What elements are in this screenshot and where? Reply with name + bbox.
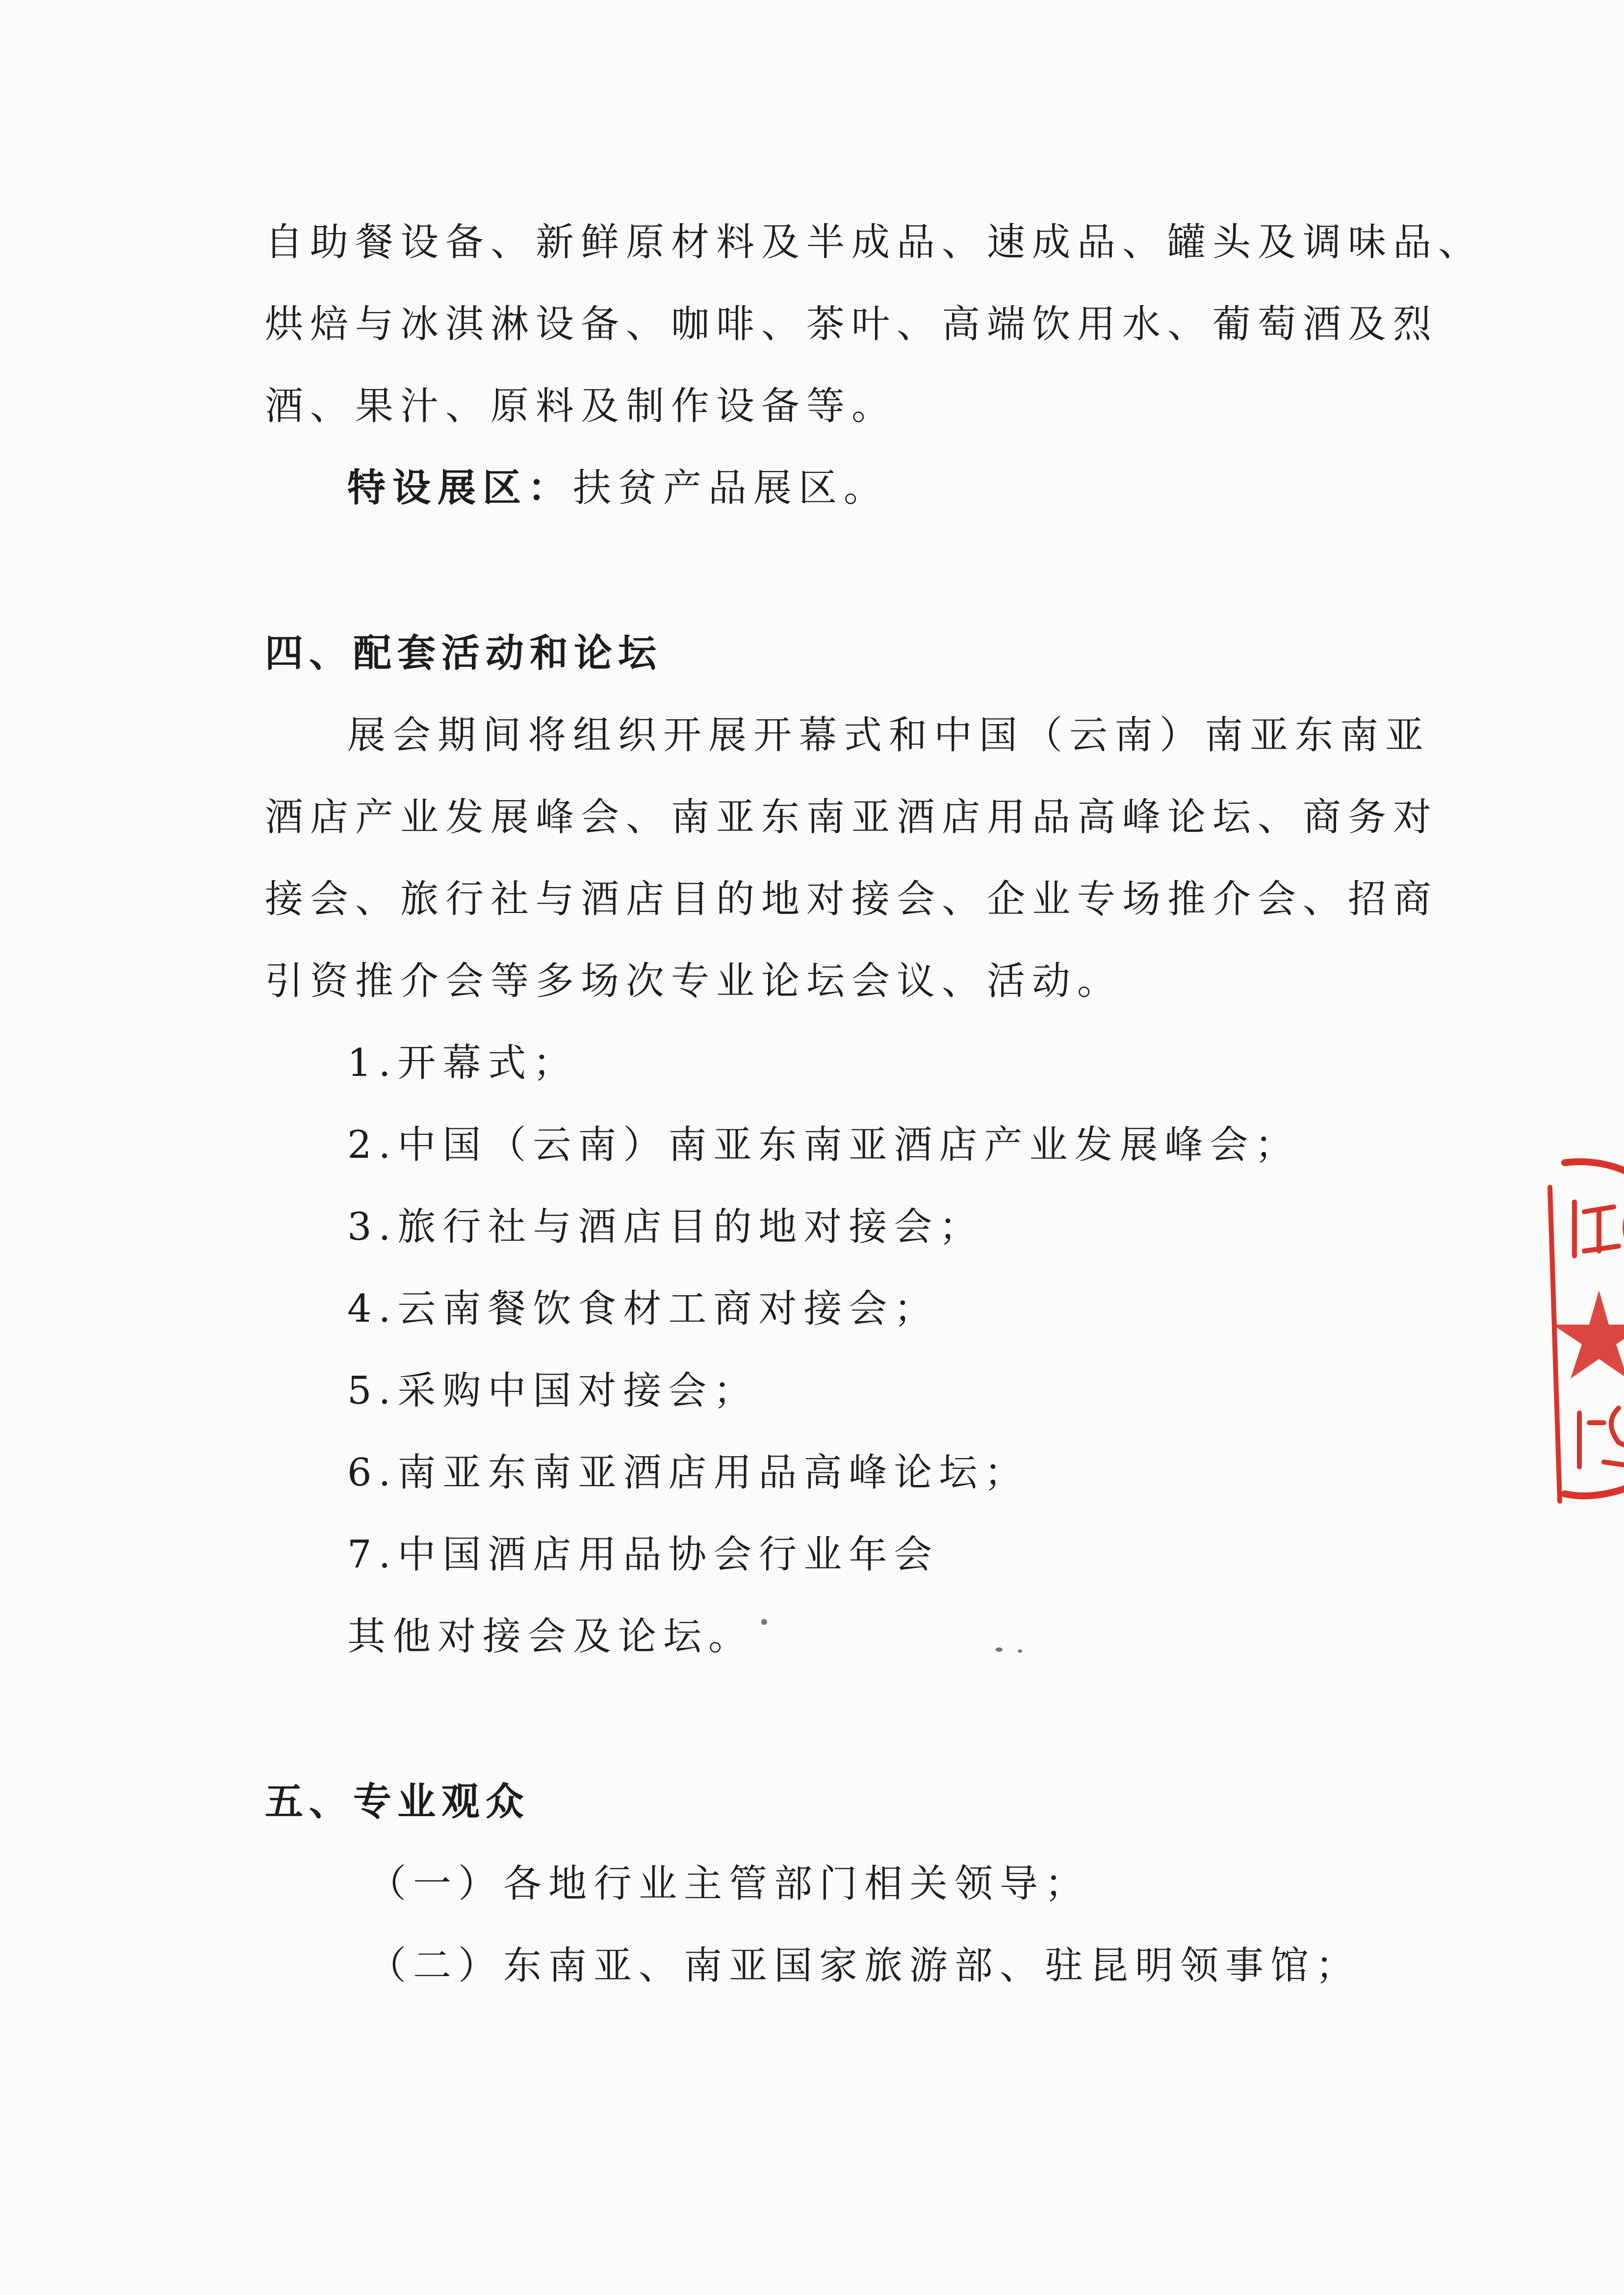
scan-speck xyxy=(996,1647,1003,1652)
seal-stamp-fragment xyxy=(1545,1128,1624,1521)
paragraph-line: 酒店产业发展峰会、南亚东南亚酒店用品高峰论坛、商务对 xyxy=(265,795,1439,839)
list-item: 4.云南餐饮食材工商对接会； xyxy=(347,1287,939,1331)
list-item: 6.南亚东南亚酒店用品高峰论坛； xyxy=(347,1451,1030,1495)
paragraph-line: 接会、旅行社与酒店目的地对接会、企业专场推介会、招商 xyxy=(265,877,1439,921)
list-item: （一）各地行业主管部门相关领导； xyxy=(368,1862,1090,1906)
paragraph-line: 引资推介会等多场次专业论坛会议、活动。 xyxy=(265,959,1123,1003)
section-heading-4: 四、配套活动和论坛 xyxy=(265,631,663,676)
special-zone-label: 特设展区： xyxy=(347,466,573,510)
paragraph-line: 自助餐设备、新鲜原材料及半成品、速成品、罐头及调味品、 xyxy=(265,220,1484,264)
special-zone-text: 扶贫产品展区。 xyxy=(573,466,889,510)
list-item: 5.采购中国对接会； xyxy=(347,1369,759,1413)
special-zone-line xyxy=(347,464,889,513)
section-heading-5: 五、专业观众 xyxy=(265,1780,530,1824)
list-item: 2.中国（云南）南亚东南亚酒店产业发展峰会； xyxy=(347,1123,1300,1167)
list-item: 3.旅行社与酒店目的地对接会； xyxy=(347,1205,984,1249)
paragraph-line: 酒、果汁、原料及制作设备等。 xyxy=(265,384,897,428)
scan-speck xyxy=(761,1619,767,1625)
paragraph-line: 烘焙与冰淇淋设备、咖啡、茶叶、高端饮用水、葡萄酒及烈 xyxy=(265,302,1439,346)
list-item: （二）东南亚、南亚国家旅游部、驻昆明领事馆； xyxy=(368,1944,1361,1988)
paragraph-line: 展会期间将组织开展开幕式和中国（云南）南亚东南亚 xyxy=(347,713,1431,757)
scan-speck xyxy=(1018,1649,1022,1653)
list-item: 7.中国酒店用品协会行业年会 xyxy=(347,1533,939,1577)
list-item: 1.开幕式； xyxy=(347,1041,578,1085)
list-item: 其他对接会及论坛。 xyxy=(347,1615,754,1659)
